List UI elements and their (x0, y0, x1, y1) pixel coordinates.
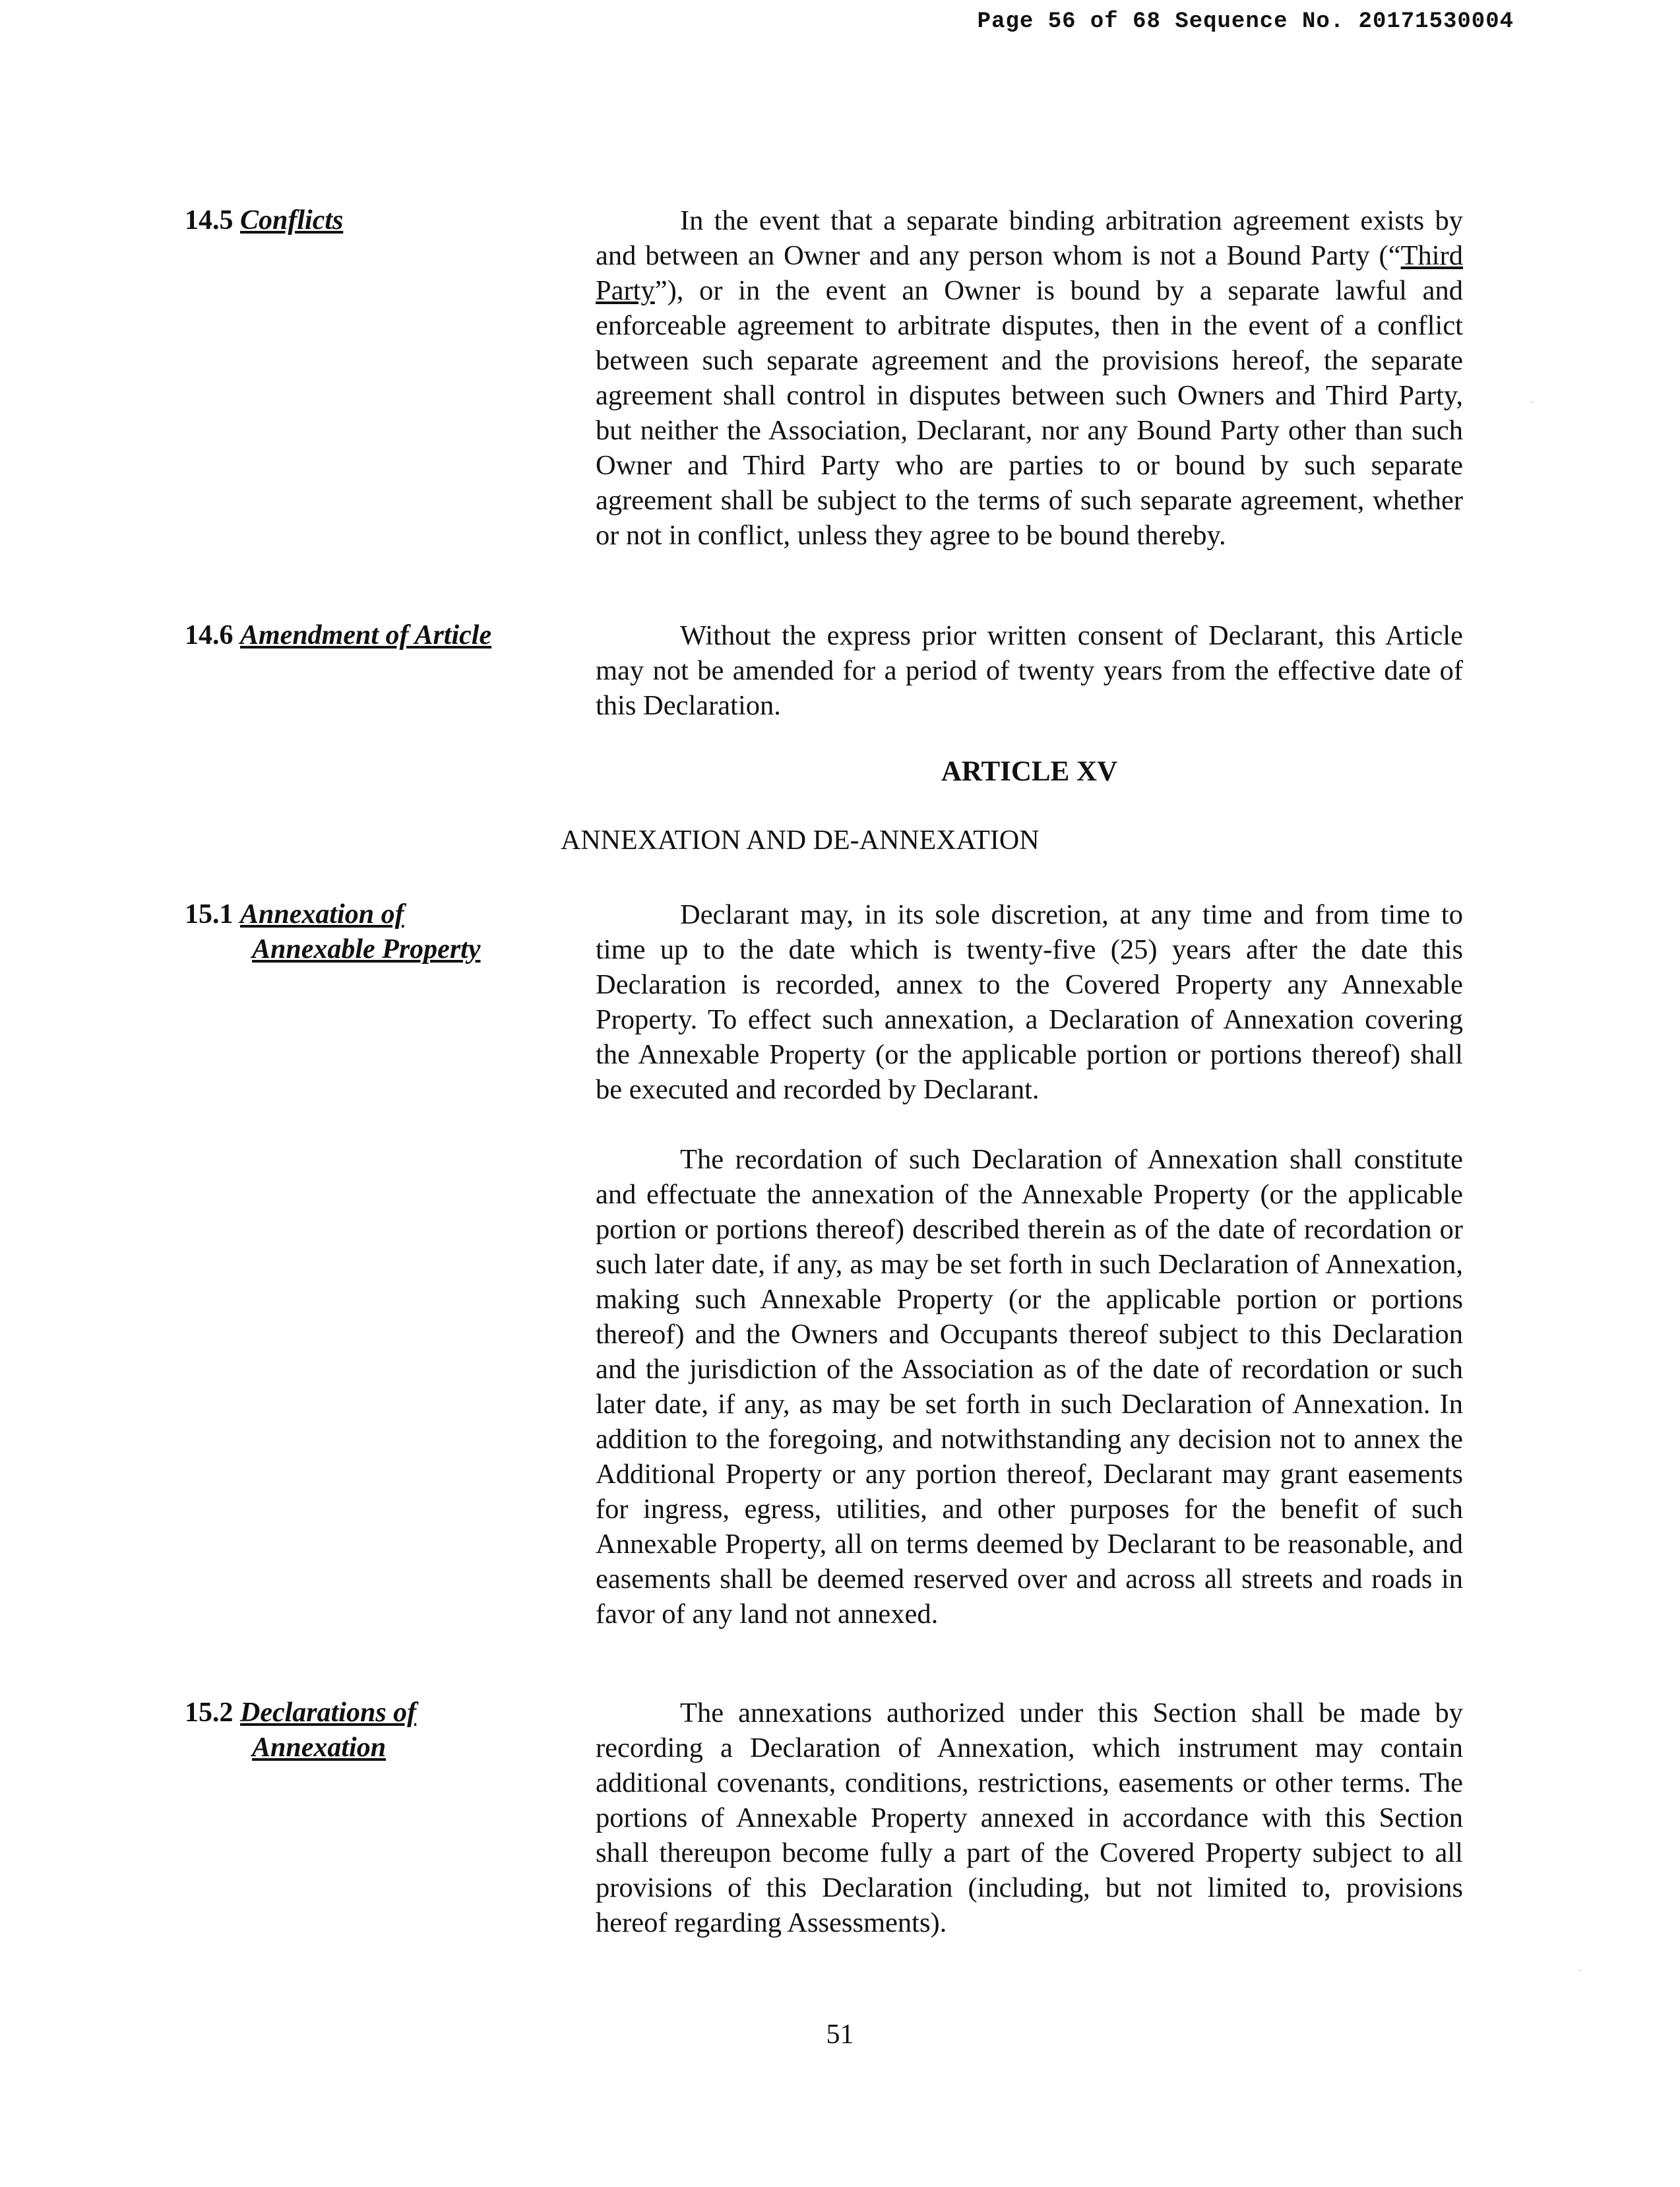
section-title: Declarations of (240, 1697, 417, 1728)
section-paragraph: The recordation of such Declaration of Annexation shall constitute and effectuate the annexation of the Annexable Property (or the applicable portion or portions thereof) described therein as of the date of recordation or such later date, if any, as may be set forth in such Declaration of Annexation, making such Annexable Property (or the applicable portion or portions thereof) and the Owners and Occupants thereof subject to this Declaration and the jurisdiction of the Association as of the date of recordation or such later date, if any, as may be set forth in such Declaration of Annexation. In addition to the foregoing, and notwithstanding any decision not to annex the Additional Property or any portion thereof, Declarant may grant easements for ingress, egress, utilities, and other purposes for the benefit of such Annexable Property, all on terms deemed by Declarant to be reasonable, and easements shall be deemed reserved over and across all streets and roads in favor of any land not annexed. (596, 1144, 1463, 1630)
section-paragraph (596, 203, 1463, 553)
section-body (596, 203, 1463, 553)
section-body (596, 618, 1463, 723)
section-heading (185, 618, 554, 653)
scan-speck (1578, 1969, 1580, 1971)
section-heading (185, 897, 554, 967)
section-title: Amendment of Article (240, 620, 492, 650)
section-number: 14.6 (185, 620, 233, 650)
section-title: Conflicts (240, 205, 344, 236)
section-number: 15.2 (185, 1697, 233, 1728)
section-number: 15.1 (185, 899, 233, 930)
section-heading (185, 203, 554, 238)
defined-term: Third Party (596, 240, 1463, 306)
paragraph-text: ”), or in the event an Owner is bound by a separate lawful and enforceable agreement to arbitrate disputes, then in the event of a conflict between such separate agreement and the provisions hereof, the separate agreement shall control in disputes between such Owners and Third Party, but neither the Association, Declarant, nor any Bound Party other than such Owner and Third Party who are parties to or bound by such separate agreement shall be subject to the terms of such separate agreement, whether or not in conflict, unless they agree to be bound thereby. (596, 275, 1463, 551)
page-sequence-header: Page 56 of 68 Sequence No. 20171530004 (977, 9, 1514, 34)
section-body (596, 1696, 1463, 1940)
section-paragraph: The annexations authorized under this Section shall be made by recording a Declaration of Annexation, which instrument may contain additional covenants, conditions, restrictions, easements or other terms. The portions of Annexable Property annexed in accordance with this Section shall thereupon become fully a part of the Covered Property subject to all provisions of this Declaration (including, but not limited to, provisions hereof regarding Assessments). (596, 1697, 1463, 1938)
article-heading: ARTICLE XV (941, 756, 1118, 787)
section-paragraph: Declarant may, in its sole discretion, at any time and from time to time up to the date which is twenty-five (25) years after the date this Declaration is recorded, annex to the Covered Property any Annexable Property. To effect such annexation, a Declaration of Annexation covering the Annexable Property (or the applicable portion or portions thereof) shall be executed and recorded by Declarant. (596, 899, 1463, 1105)
section-body (596, 897, 1463, 1632)
section-heading (185, 1696, 554, 1765)
section-title-continued: Annexable Property (252, 934, 481, 965)
section-title: Annexation of (240, 899, 404, 930)
paragraph-text: In the event that a separate binding arbitration agreement exists by and between an Owner and any person whom is not a Bound Party (“ (596, 205, 1463, 271)
scan-speck (1532, 401, 1534, 403)
section-paragraph: Without the express prior written consent of Declarant, this Article may not be amended for a period of twenty years from the effective date of this Declaration. (596, 620, 1463, 721)
section-title-continued: Annexation (252, 1732, 387, 1763)
article-subheading: ANNEXATION AND DE-ANNEXATION (561, 825, 1040, 856)
page-number: 51 (826, 2019, 854, 2050)
section-number: 14.5 (185, 205, 233, 236)
